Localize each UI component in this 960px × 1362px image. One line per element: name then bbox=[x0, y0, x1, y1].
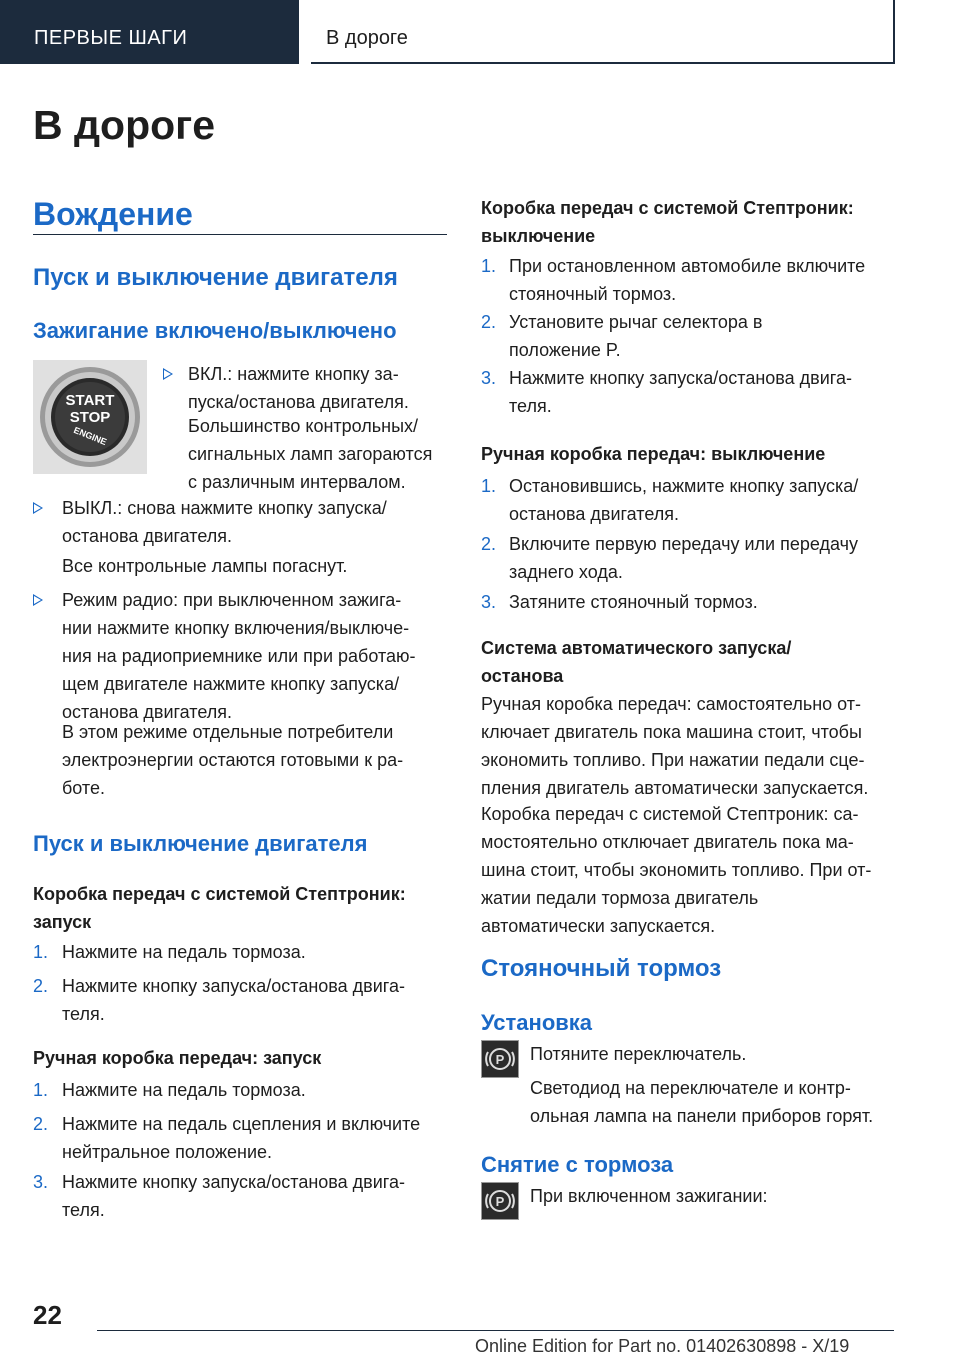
heading-rule bbox=[33, 234, 447, 235]
text-line: шина стоит, чтобы экономить топливо. При от- bbox=[481, 860, 872, 880]
bullet-triangle-icon bbox=[33, 594, 43, 606]
text-line: Коробка передач с системой Стептроник: са- bbox=[481, 804, 859, 824]
page-number: 22 bbox=[33, 1300, 62, 1330]
step-number: 2. bbox=[33, 1114, 49, 1134]
heading-manual-off: Ручная коробка передач: выключение bbox=[481, 444, 826, 464]
text-line: экономить топливо. При нажатии педали сце- bbox=[481, 750, 865, 770]
text-line: сигнальных ламп загораются bbox=[188, 444, 433, 464]
heading-steptronic-off bbox=[481, 194, 854, 250]
stop-label: STOP bbox=[69, 409, 111, 426]
text-line: Ручная коробка передач: самостоятельно от- bbox=[481, 694, 862, 714]
text-line: пления двигатель автоматически запускается. bbox=[481, 778, 869, 798]
step-text: Нажмите на педаль тормоза. bbox=[62, 942, 306, 962]
text-line: останова двигателя. bbox=[509, 504, 679, 524]
bullet-on-note bbox=[188, 412, 432, 496]
text-line: Нажмите на педаль сцепления и включите bbox=[62, 1114, 421, 1134]
step-text bbox=[509, 364, 852, 420]
text-line: жатии педали тормоза двигатель bbox=[481, 888, 759, 908]
step-number: 2. bbox=[481, 534, 497, 554]
text-line: электроэнергии остаются готовыми к ра- bbox=[62, 750, 404, 770]
heading-zazhiganie: Зажигание включено/выключено bbox=[33, 318, 397, 343]
bullet-off bbox=[62, 494, 387, 550]
bullet-radio-note bbox=[62, 718, 403, 802]
text-line: автоматически запускается. bbox=[481, 916, 716, 936]
text-line: Нажмите кнопку запуска/останова двига- bbox=[509, 368, 852, 388]
text-line: Установите рычаг селектора в bbox=[509, 312, 763, 332]
text-line: Большинство контрольных/ bbox=[188, 416, 419, 436]
text-line: Светодиод на переключателе и контр- bbox=[530, 1078, 851, 1098]
text-line: ольная лампа на панели приборов горят. bbox=[530, 1106, 874, 1126]
text-line: нейтральное положение. bbox=[62, 1142, 273, 1162]
step-number: 2. bbox=[481, 312, 497, 332]
text-line: ния на радиоприемнике или при работаю- bbox=[62, 646, 416, 666]
bullet-triangle-icon bbox=[33, 502, 43, 514]
text-line: В этом режиме отдельные потребители bbox=[62, 722, 394, 742]
text-line: останова двигателя. bbox=[62, 526, 232, 546]
header-chapter-box bbox=[311, 0, 895, 64]
auto-paragraph-manual bbox=[481, 690, 868, 802]
step-text bbox=[509, 472, 858, 528]
text-line: ВКЛ.: нажмите кнопку за- bbox=[188, 364, 399, 384]
release-text: При включенном зажигании: bbox=[530, 1186, 768, 1206]
start-stop-button-image bbox=[33, 360, 147, 474]
step-number: 1. bbox=[33, 942, 49, 962]
text-line: выключение bbox=[481, 226, 596, 246]
step-number: 1. bbox=[481, 256, 497, 276]
heading-pusk-2: Пуск и выключение двигателя bbox=[33, 831, 368, 856]
step-text bbox=[509, 530, 858, 586]
step-text: Затяните стояночный тормоз. bbox=[509, 592, 758, 612]
text-line: нии нажмите кнопку включения/выключе- bbox=[62, 618, 410, 638]
parking-brake-icon bbox=[481, 1040, 519, 1078]
text-line: Нажмите кнопку запуска/останова двига- bbox=[62, 1172, 405, 1192]
text-line: теля. bbox=[509, 396, 552, 416]
bullet-off-note: Все контрольные лампы погаснут. bbox=[62, 556, 348, 576]
text-line: Режим радио: при выключенном зажига- bbox=[62, 590, 402, 610]
step-number: 1. bbox=[481, 476, 497, 496]
text-line: Коробка передач с системой Стептроник: bbox=[33, 884, 406, 904]
step-text bbox=[62, 1110, 420, 1166]
svg-text:P: P bbox=[495, 1194, 505, 1209]
text-line: теля. bbox=[62, 1200, 105, 1220]
step-number: 3. bbox=[481, 592, 497, 612]
install-text-1: Потяните переключатель. bbox=[530, 1044, 747, 1064]
text-line: При остановленном автомобиле включите bbox=[509, 256, 866, 276]
header-section-label: ПЕРВЫЕ ШАГИ bbox=[34, 27, 188, 49]
header-chapter-label: В дороге bbox=[326, 27, 408, 49]
step-text bbox=[509, 252, 865, 308]
page-title: В дороге bbox=[33, 102, 216, 148]
step-text bbox=[509, 308, 762, 364]
heading-pusk-1: Пуск и выключение двигателя bbox=[33, 264, 398, 291]
heading-install: Установка bbox=[481, 1010, 593, 1035]
step-number: 2. bbox=[33, 976, 49, 996]
text-line: запуск bbox=[33, 912, 92, 932]
bullet-on bbox=[188, 360, 409, 416]
heading-auto-start-stop bbox=[481, 634, 791, 690]
step-text bbox=[62, 972, 405, 1028]
step-number: 3. bbox=[33, 1172, 49, 1192]
text-line: боте. bbox=[62, 778, 105, 798]
bullet-radio bbox=[62, 586, 416, 726]
auto-paragraph-steptronic bbox=[481, 800, 871, 940]
text-line: Включите первую передачу или передачу bbox=[509, 534, 858, 554]
text-line: с различным интервалом. bbox=[188, 472, 406, 492]
heading-steptronic-start bbox=[33, 880, 406, 936]
engine-label: ENGINE bbox=[72, 424, 109, 448]
footer-edition: Online Edition for Part no. 01402630898 - X/19 bbox=[475, 1336, 850, 1356]
text-line: мостоятельно отключает двигатель пока ма- bbox=[481, 832, 854, 852]
text-line: ключает двигатель пока машина стоит, чтобы bbox=[481, 722, 862, 742]
text-line: ВЫКЛ.: снова нажмите кнопку запуска/ bbox=[62, 498, 387, 518]
footer-rule bbox=[97, 1330, 894, 1331]
text-line: Остановившись, нажмите кнопку запуска/ bbox=[509, 476, 859, 496]
step-number: 3. bbox=[481, 368, 497, 388]
step-text: Нажмите на педаль тормоза. bbox=[62, 1080, 306, 1100]
parking-brake-icon bbox=[481, 1182, 519, 1220]
text-line: пуска/останова двигателя. bbox=[188, 392, 409, 412]
text-line: теля. bbox=[62, 1004, 105, 1024]
step-number: 1. bbox=[33, 1080, 49, 1100]
start-label: START bbox=[65, 392, 115, 409]
install-text-2 bbox=[530, 1074, 873, 1130]
text-line: щем двигателе нажмите кнопку запуска/ bbox=[62, 674, 400, 694]
text-line: Нажмите кнопку запуска/останова двига- bbox=[62, 976, 405, 996]
bullet-triangle-icon bbox=[163, 368, 173, 380]
heading-parking-brake: Стояночный тормоз bbox=[481, 955, 722, 982]
heading-manual-start: Ручная коробка передач: запуск bbox=[33, 1048, 322, 1068]
text-line: заднего хода. bbox=[509, 562, 623, 582]
header-section-tab bbox=[0, 0, 299, 64]
svg-text:P: P bbox=[495, 1052, 505, 1067]
step-text bbox=[62, 1168, 405, 1224]
text-line: Система автоматического запуска/ bbox=[481, 638, 792, 658]
heading-release: Снятие с тормоза bbox=[481, 1152, 674, 1177]
text-line: стояночный тормоз. bbox=[509, 284, 677, 304]
text-line: Коробка передач с системой Стептроник: bbox=[481, 198, 854, 218]
text-line: положение P. bbox=[509, 340, 621, 360]
heading-vozhdenie: Вождение bbox=[33, 196, 193, 232]
text-line: останова bbox=[481, 666, 564, 686]
text-line: останова двигателя. bbox=[62, 702, 232, 722]
